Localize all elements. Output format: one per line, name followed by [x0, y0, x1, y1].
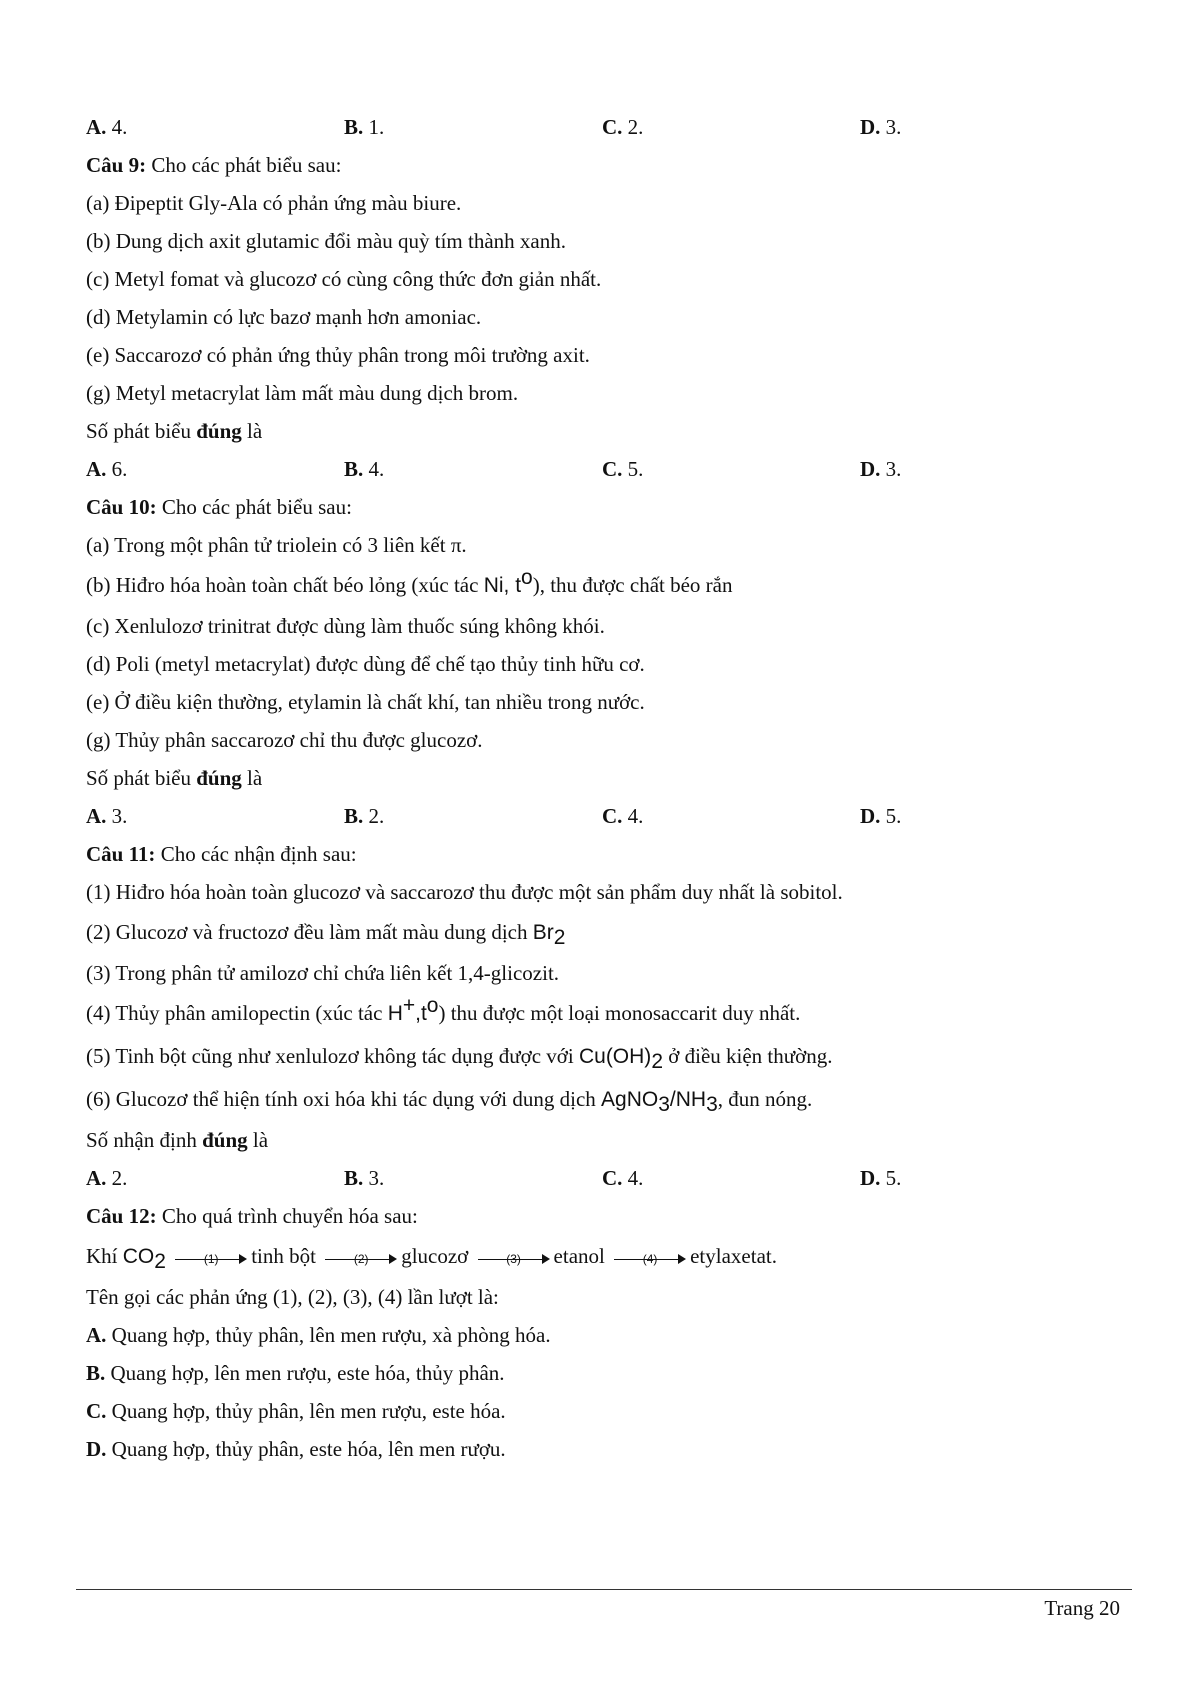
- option-c: C. 4.: [602, 1166, 644, 1190]
- q12-option-d: D. Quang hợp, thủy phân, este hóa, lên men rượu.: [86, 1437, 506, 1461]
- option-c: C. 5.: [602, 457, 644, 481]
- option-a: A. 3.: [86, 804, 128, 828]
- chain-product: tinh bột: [251, 1244, 316, 1268]
- q12-option-c: C. Quang hợp, thủy phân, lên men rượu, este hóa.: [86, 1399, 506, 1423]
- q10-statement-g: (g) Thủy phân saccarozơ chỉ thu được glucozơ.: [86, 728, 483, 752]
- option-b: B. 4.: [344, 457, 385, 481]
- q10-options: [86, 797, 1126, 835]
- question-11-stem: Câu 11: Cho các nhận định sau:: [86, 842, 357, 866]
- q9-statement-g: (g) Metyl metacrylat làm mất màu dung dịch brom.: [86, 381, 519, 405]
- option-d: D. 5.: [860, 1166, 902, 1190]
- reaction-arrow-icon: (4): [614, 1248, 686, 1268]
- q9-statement-e: (e) Saccarozơ có phản ứng thủy phân trong môi trường axit.: [86, 343, 590, 367]
- option-b: B. 2.: [344, 804, 385, 828]
- q12-ask: Tên gọi các phản ứng (1), (2), (3), (4) lần lượt là:: [86, 1285, 499, 1309]
- q11-ask: Số nhận định đúng là: [86, 1128, 269, 1152]
- chain-product: etylaxetat.: [690, 1244, 777, 1268]
- q10-statement-c: (c) Xenlulozơ trinitrat được dùng làm thuốc súng không khói.: [86, 614, 605, 638]
- q11-options: [86, 1159, 1126, 1197]
- q10-statement-e: (e) Ở điều kiện thường, etylamin là chất khí, tan nhiều trong nước.: [86, 690, 645, 714]
- question-10-stem: Câu 10: Cho các phát biểu sau:: [86, 495, 352, 519]
- q9-statement-a: (a) Đipeptit Gly-Ala có phản ứng màu biure.: [86, 191, 462, 215]
- q10-statement-a: (a) Trong một phân tử triolein có 3 liên kết π.: [86, 533, 467, 557]
- chain-product: etanol: [553, 1244, 605, 1268]
- footer-divider: [76, 1589, 1132, 1590]
- q11-statement-6: (6) Glucozơ thể hiện tính oxi hóa khi tác dụng với dung dịch $AgNO_3/NH_3$, đun nóng.: [86, 1087, 813, 1116]
- q10-ask: Số phát biểu đúng là: [86, 766, 263, 790]
- q9-options: [86, 450, 1126, 488]
- option-c: C. 2.: [602, 115, 644, 139]
- reaction-arrow-icon: (3): [478, 1248, 550, 1268]
- page-number: Trang 20: [1044, 1596, 1120, 1620]
- option-d: D. 5.: [860, 804, 902, 828]
- q9-statement-d: (d) Metylamin có lực bazơ mạnh hơn amoniac.: [86, 305, 482, 329]
- q9-statement-c: (c) Metyl fomat và glucozơ có cùng công thức đơn giản nhất.: [86, 267, 602, 291]
- q11-statement-5: (5) Tinh bột cũng như xenlulozơ không tác dụng được với $Cu(OH)_2$ ở điều kiện thường.: [86, 1044, 833, 1073]
- option-c: C. 4.: [602, 804, 644, 828]
- prev-question-options: [86, 108, 1126, 146]
- option-d: D. 3.: [860, 115, 902, 139]
- option-a: A. 2.: [86, 1166, 128, 1190]
- q9-statement-b: (b) Dung dịch axit glutamic đổi màu quỳ tím thành xanh.: [86, 229, 566, 253]
- q10-statement-b: (b) Hiđro hóa hoàn toàn chất béo lỏng (xúc tác Ni, $t^o$), thu được chất béo rắn: [86, 566, 733, 597]
- question-9-stem: Câu 9: Cho các phát biểu sau:: [86, 153, 342, 177]
- q9-ask: Số phát biểu đúng là: [86, 419, 263, 443]
- q10-statement-d: (d) Poli (metyl metacrylat) được dùng để chế tạo thủy tinh hữu cơ.: [86, 652, 645, 676]
- option-b: B. 1.: [344, 115, 385, 139]
- question-12-stem: Câu 12: Cho quá trình chuyển hóa sau:: [86, 1204, 418, 1228]
- q12-option-b: B. Quang hợp, lên men rượu, este hóa, thủy phân.: [86, 1361, 505, 1385]
- reaction-arrow-icon: (1): [175, 1248, 247, 1268]
- q12-option-a: A. Quang hợp, thủy phân, lên men rượu, xà phòng hóa.: [86, 1323, 551, 1347]
- q11-statement-3: (3) Trong phân tử amilozơ chỉ chứa liên kết 1,4-glicozit.: [86, 961, 560, 985]
- exam-page: [86, 108, 1126, 1468]
- option-d: D. 3.: [860, 457, 902, 481]
- option-a: A. 6.: [86, 457, 128, 481]
- chain-product: glucozơ: [401, 1244, 469, 1268]
- option-b: B. 3.: [344, 1166, 385, 1190]
- q11-statement-2: (2) Glucozơ và fructozơ đều làm mất màu dung dịch $Br_2$: [86, 920, 566, 949]
- reaction-arrow-icon: (2): [325, 1248, 397, 1268]
- q11-statement-1: (1) Hiđro hóa hoàn toàn glucozơ và saccarozơ thu được một sản phẩm duy nhất là sobitol.: [86, 880, 843, 904]
- q12-reaction-chain: Khí $CO_2$ (1) tinh bột (2) glucozơ (3) etanol (4) etylaxetat.: [86, 1244, 777, 1273]
- q11-statement-4: (4) Thủy phân amilopectin (xúc tác $H^+,t^o$) thu được một loại monosaccarit duy nhất.: [86, 994, 801, 1025]
- option-a: A. 4.: [86, 115, 128, 139]
